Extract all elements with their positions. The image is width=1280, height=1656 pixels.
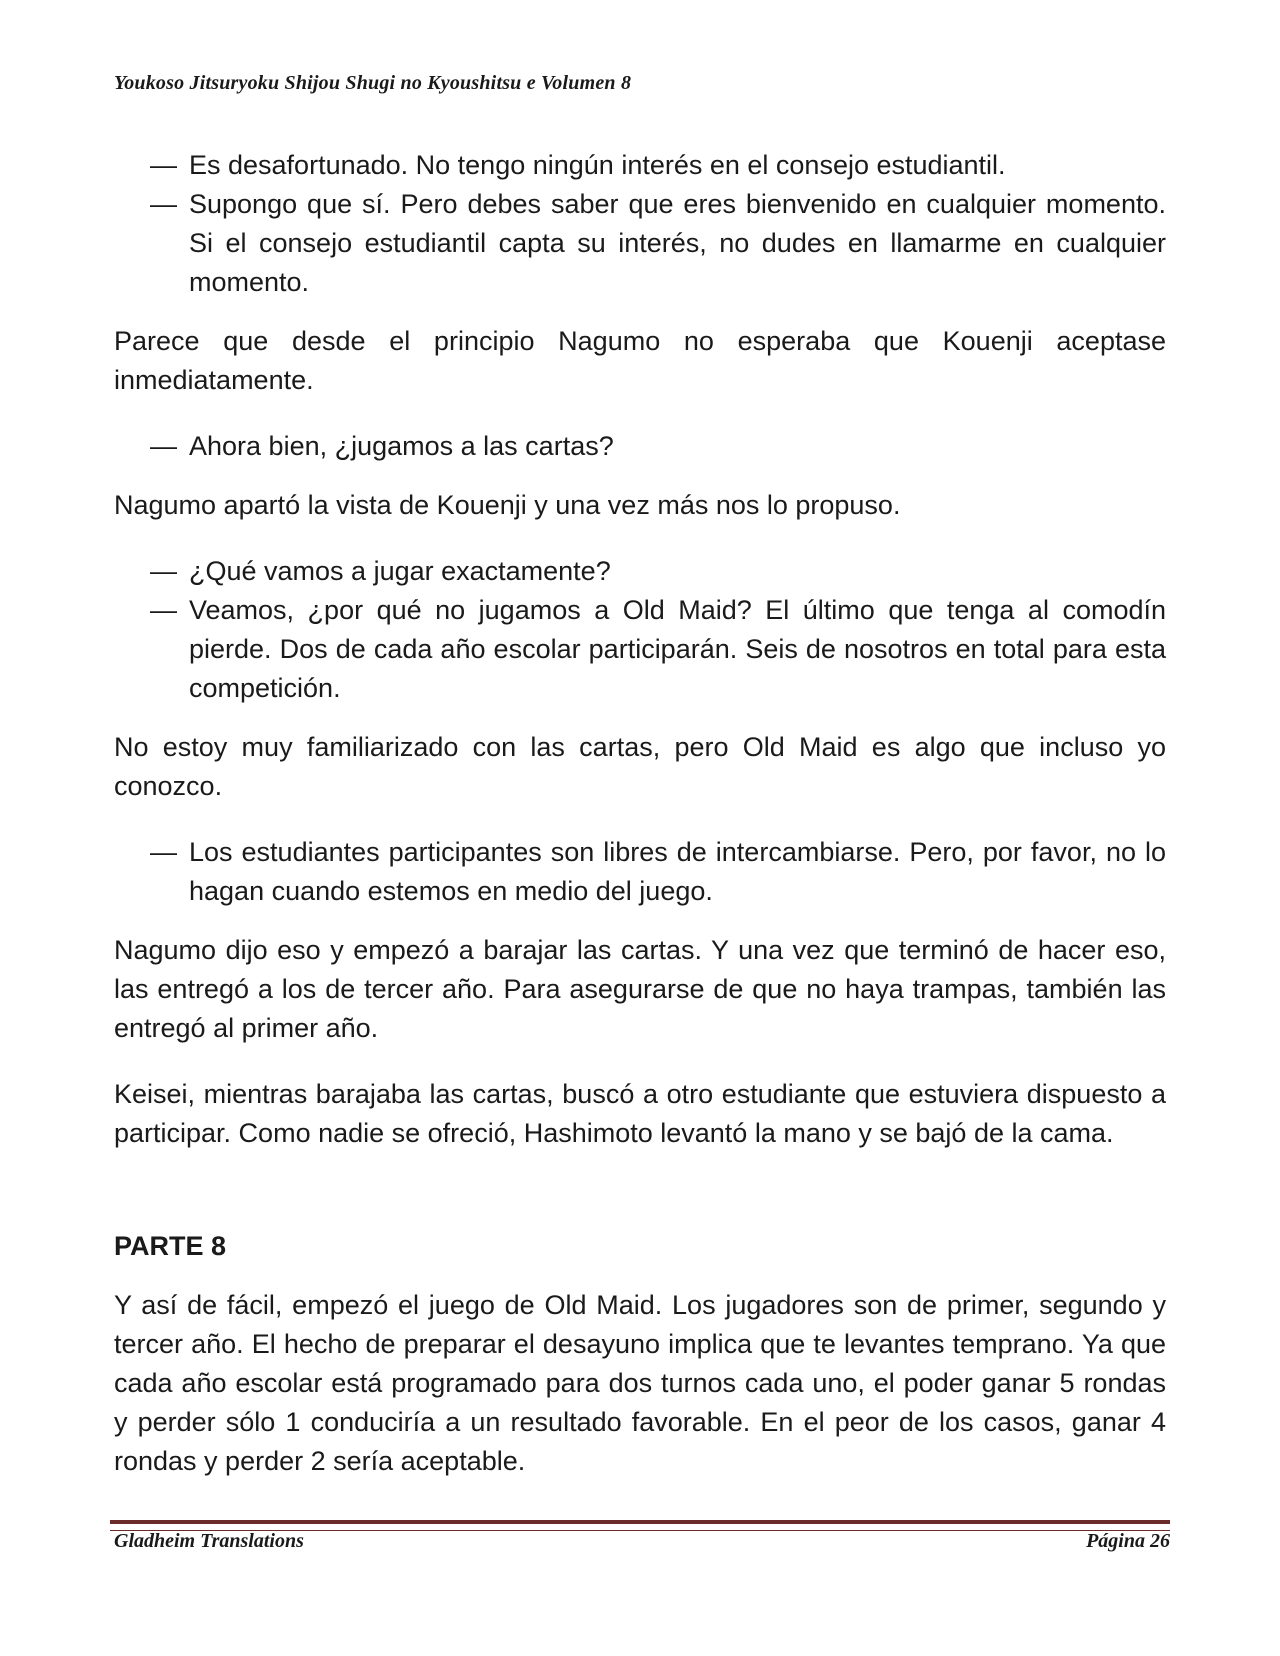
dialogue-block xyxy=(114,552,1166,708)
dialogue-dash: — xyxy=(150,431,177,461)
dialogue-line xyxy=(150,552,1166,591)
dialogue-text: ¿Qué vamos a jugar exactamente? xyxy=(189,556,611,586)
dialogue-dash: — xyxy=(150,837,177,867)
dialogue-text: Supongo que sí. Pero debes saber que eres bienvenido en cualquier momento. Si el consejo estudiantil capta su interés, no dudes en llamarme en cualquier momento. xyxy=(189,189,1166,297)
dialogue-block xyxy=(114,427,1166,466)
dialogue-dash: — xyxy=(150,189,177,219)
dialogue-dash: — xyxy=(150,556,177,586)
paragraph: No estoy muy familiarizado con las cartas, pero Old Maid es algo que incluso yo conozco. xyxy=(114,732,1166,801)
dialogue-line xyxy=(150,146,1166,185)
dialogue-text: Los estudiantes participantes son libres de intercambiarse. Pero, por favor, no lo hagan cuando estemos en medio del juego. xyxy=(189,837,1166,906)
dialogue-line xyxy=(150,427,1166,466)
section-heading: PARTE 8 xyxy=(114,1231,227,1261)
paragraph: Parece que desde el principio Nagumo no esperaba que Kouenji aceptase inmediatamente. xyxy=(114,326,1166,395)
dialogue-text: Ahora bien, ¿jugamos a las cartas? xyxy=(189,431,614,461)
dialogue-line xyxy=(150,591,1166,708)
dialogue-block xyxy=(114,146,1166,302)
paragraph: Keisei, mientras barajaba las cartas, buscó a otro estudiante que estuviera dispuesto a participar. Como nadie se ofreció, Hashimoto levantó la mano y se bajó de la cama. xyxy=(114,1079,1166,1148)
dialogue-text: Es desafortunado. No tengo ningún interés en el consejo estudiantil. xyxy=(189,150,1006,180)
dialogue-block xyxy=(114,833,1166,911)
page-number: Página 26 xyxy=(1086,1530,1170,1552)
footer-credit: Gladheim Translations xyxy=(114,1530,304,1552)
page-content xyxy=(114,146,1166,1508)
paragraph: Nagumo dijo eso y empezó a barajar las cartas. Y una vez que terminó de hacer eso, las entregó a los de tercer año. Para asegurarse de que no haya trampas, también las entregó al primer año. xyxy=(114,935,1166,1043)
dialogue-text: Veamos, ¿por qué no jugamos a Old Maid? El último que tenga al comodín pierde. Dos de cada año escolar participarán. Seis de nosotros en total para esta competición. xyxy=(189,595,1166,703)
paragraph: Nagumo apartó la vista de Kouenji y una vez más nos lo propuso. xyxy=(114,490,901,520)
page-footer xyxy=(114,1530,1170,1553)
dialogue-dash: — xyxy=(150,595,177,625)
dialogue-line xyxy=(150,833,1166,911)
dialogue-line xyxy=(150,185,1166,302)
dialogue-dash: — xyxy=(150,150,177,180)
paragraph: Y así de fácil, empezó el juego de Old Maid. Los jugadores son de primer, segundo y tercer año. El hecho de preparar el desayuno implica que te levantes temprano. Ya que cada año escolar está programado para dos turnos cada uno, el poder ganar 5 rondas y perder sólo 1 conduciría a un resultado favorable. En el peor de los casos, ganar 4 rondas y perder 2 sería aceptable. xyxy=(114,1290,1166,1476)
page-header: Youkoso Jitsuryoku Shijou Shugi no Kyoushitsu e Volumen 8 xyxy=(114,72,632,94)
